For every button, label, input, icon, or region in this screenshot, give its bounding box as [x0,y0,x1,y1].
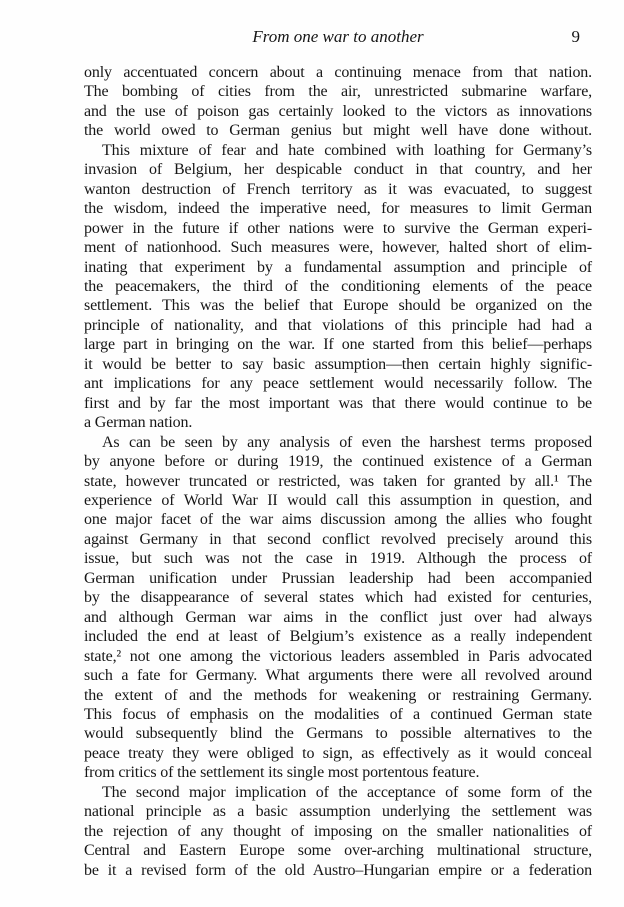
text-line: large part in bringing on the war. If one started from this belief—perhaps [84,336,592,354]
text-line: wanton destruction of French territory as it was evacuated, to suggest [84,180,592,198]
text-line: The second major implication of the acceptance of some form of the [102,783,592,801]
text-line: be it a revised form of the old Austro–Hungarian empire or a federation [84,861,592,879]
running-header-title: From one war to another [252,27,424,46]
text-line: by the disappearance of several states which had existed for centuries, [84,589,592,607]
text-line: from critics of the settlement its single most portentous feature. [84,764,480,782]
text-line: a German nation. [84,414,193,432]
text-line: This focus of emphasis on the modalities of a continued German state [84,705,592,723]
text-line: the peacemakers, the third of the conditioning elements of the peace [84,277,592,295]
text-line: the rejection of any thought of imposing on the smaller nationalities of [84,822,592,840]
text-line: state, however truncated or restricted, was taken for granted by all.¹ The [84,472,592,490]
text-line: national principle as a basic assumption underlying the settlement was [84,803,592,821]
text-line: it would be better to say basic assumption—then certain highly signific- [84,355,592,373]
text-line: and although German war aims in the conflict just over had always [84,608,592,626]
text-line: only accentuated concern about a continuing menace from that nation. [84,64,592,81]
page-body [84,63,592,880]
text-line: This mixture of fear and hate combined with loathing for Germany’s [102,141,592,159]
text-line: German unification under Prussian leadership had been accompanied [84,569,592,587]
text-line: and the use of poison gas certainly looked to the victors as innovations [84,102,592,120]
text-line: Central and Eastern Europe some over-arching multinational structure, [84,842,592,860]
text-line: As can be seen by any analysis of even the harshest terms proposed [102,433,592,451]
text-line: by anyone before or during 1919, the continued existence of a German [84,453,592,471]
text-line: first and by far the most important was that there would continue to be [84,394,592,412]
page-number: 9 [571,27,580,46]
text-line: issue, but such was not the case in 1919. Although the process of [84,550,592,568]
text-line: The bombing of cities from the air, unrestricted submarine warfare, [84,83,592,101]
text-line: settlement. This was the belief that Europe should be organized on the [84,297,592,315]
text-line: power in the future if other nations were to survive the German experi- [84,219,592,237]
text-line: the wisdom, indeed the imperative need, for measures to limit German [84,200,592,218]
text-line: such a fate for Germany. What arguments there were all revolved around [84,667,592,685]
text-line: the world owed to German genius but might well have done without. [84,122,592,140]
running-header [84,27,592,49]
text-line: experience of World War II would call this assumption in question, and [84,491,592,509]
text-line: inating that experiment by a fundamental assumption and principle of [84,258,592,276]
text-line: state,² not one among the victorious leaders assembled in Paris advocated [84,647,592,665]
text-line: ant implications for any peace settlement would necessarily follow. The [84,375,592,393]
text-line: peace treaty they were obliged to sign, as effectively as it would conceal [84,744,592,762]
text-line: one major facet of the war aims discussion among the allies who fought [84,511,592,529]
text-line: against Germany in that second conflict revolved precisely around this [84,530,592,548]
text-line: would subsequently blind the Germans to possible alternatives to the [84,725,592,743]
text-line: principle of nationality, and that violations of this principle had had a [84,316,592,334]
text-line: ment of nationhood. Such measures were, however, halted short of elim- [84,239,592,257]
text-line: the extent of and the methods for weakening or restraining Germany. [84,686,592,704]
text-line: included the end at least of Belgium’s existence as a really independent [84,628,592,646]
text-line: invasion of Belgium, her despicable conduct in that country, and her [84,161,592,179]
